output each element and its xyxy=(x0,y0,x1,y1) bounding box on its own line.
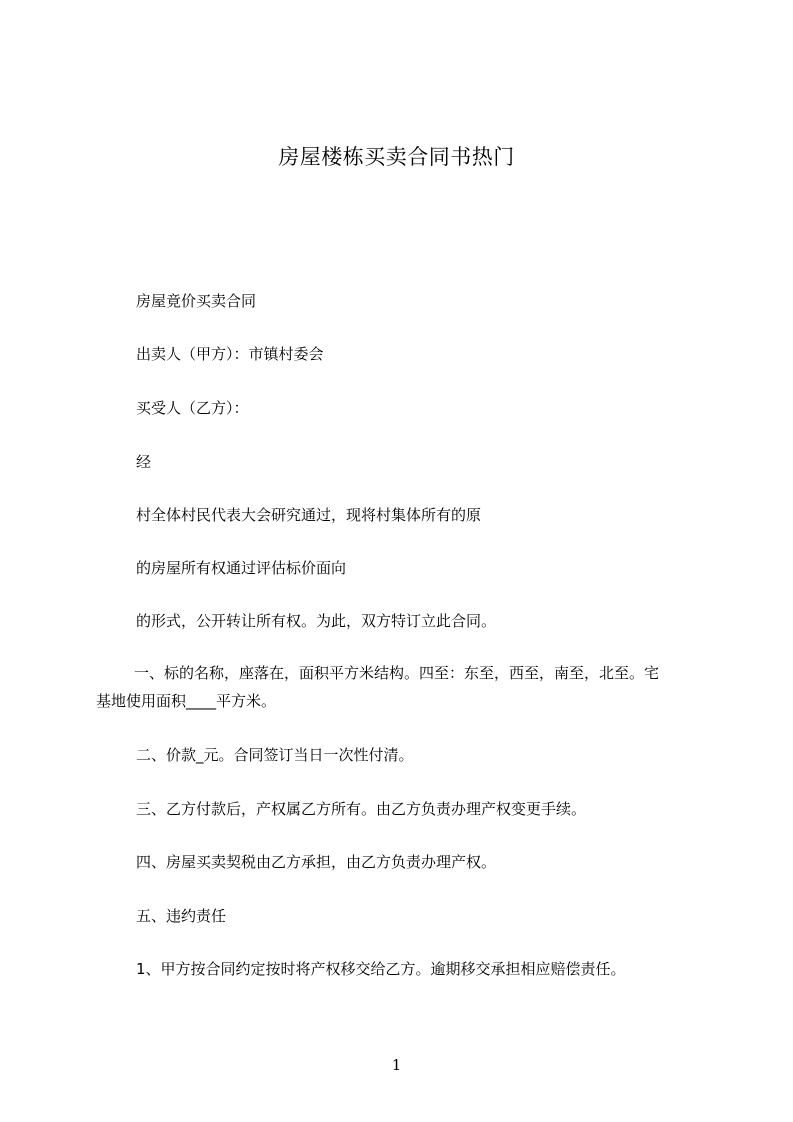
clause-4: 四、房屋买卖契税由乙方承担，由乙方负责办理产权。 xyxy=(136,853,497,871)
paragraph-preamble-line-2: 的房屋所有权通过评估标价面向 xyxy=(136,559,347,577)
page-number: 1 xyxy=(391,1056,402,1074)
clause-2: 二、价款_元。合同签订当日一次性付清。 xyxy=(136,746,414,764)
paragraph-buyer: 买受人（乙方）： xyxy=(136,399,249,417)
clause-1-line-2: 基地使用面积____平方米。 xyxy=(96,692,277,710)
clause-5-heading: 五、违约责任 xyxy=(136,907,227,925)
paragraph-preamble-start: 经 xyxy=(136,453,152,471)
document-title: 房屋楼栋买卖合同书热门 xyxy=(278,145,515,169)
clause-5-item-1: 1、甲方按合同约定按时将产权移交给乙方。逾期移交承担相应赔偿责任。 xyxy=(136,960,626,978)
clause-3: 三、乙方付款后，产权属乙方所有。由乙方负责办理产权变更手续。 xyxy=(136,800,587,818)
paragraph-preamble-line-1: 村全体村民代表大会研究通过，现将村集体所有的原 xyxy=(136,506,482,524)
paragraph-preamble-line-3: 的形式，公开转让所有权。为此，双方特订立此合同。 xyxy=(136,612,497,630)
paragraph-seller: 出卖人（甲方）：市镇村委会 xyxy=(136,345,324,363)
clause-1-line-1: 一、标的名称，座落在，面积平方米结构。四至：东至，西至，南至，北至。宅 xyxy=(134,664,660,682)
paragraph-contract-name: 房屋竟价买卖合同 xyxy=(136,292,257,310)
